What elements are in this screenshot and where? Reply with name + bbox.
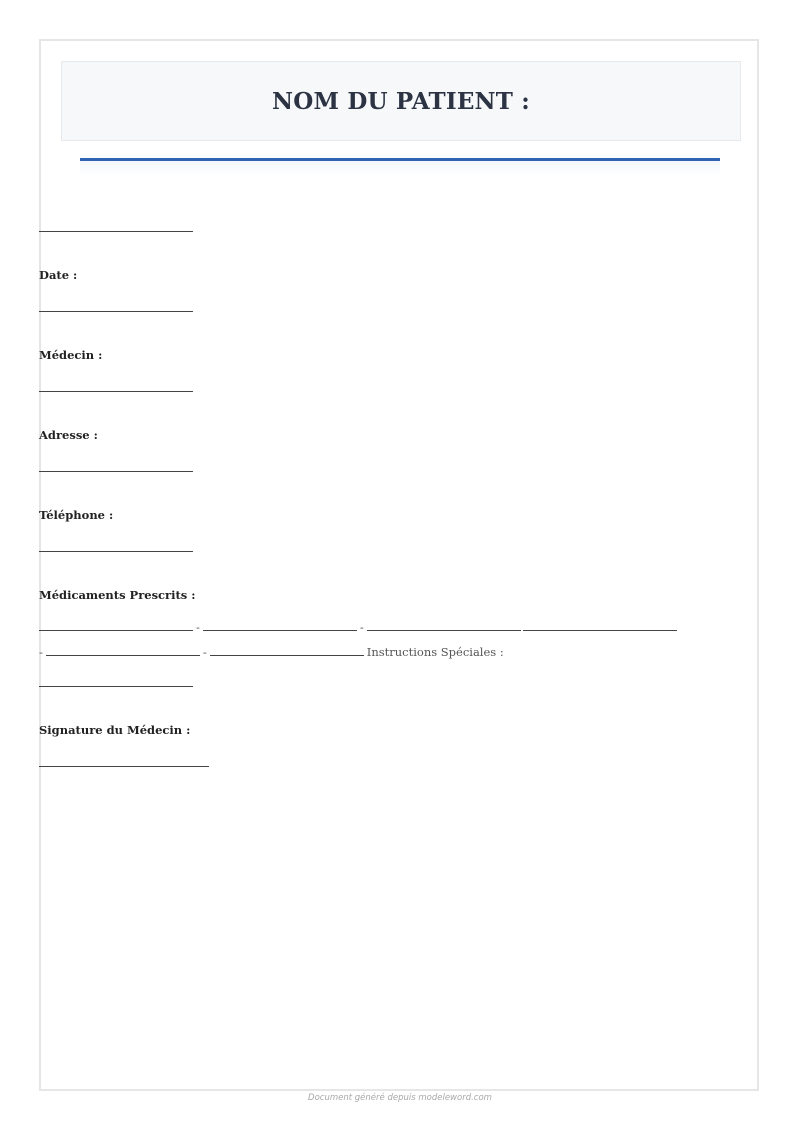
date-blank[interactable] xyxy=(39,311,193,312)
phone-label: Téléphone : xyxy=(39,508,114,522)
dash-separator: - xyxy=(359,620,364,634)
meds-label: Médicaments Prescrits : xyxy=(39,588,196,602)
address-blank[interactable] xyxy=(39,471,193,472)
doctor-blank[interactable] xyxy=(39,391,193,392)
meds-line-2 xyxy=(39,643,504,659)
document-page xyxy=(39,39,759,1091)
dash-separator: - xyxy=(39,645,43,659)
phone-blank[interactable] xyxy=(39,551,193,552)
special-instructions-blank[interactable] xyxy=(39,686,193,687)
med-blank-3[interactable] xyxy=(367,618,521,631)
meds-line-1 xyxy=(39,618,677,634)
accent-rule-shadow xyxy=(80,161,720,175)
header-box xyxy=(61,61,741,141)
med-blank-1[interactable] xyxy=(39,618,193,631)
med-blank-6[interactable] xyxy=(210,643,364,656)
dash-separator: - xyxy=(202,645,207,659)
med-blank-5[interactable] xyxy=(46,643,200,656)
dash-separator: - xyxy=(196,620,200,634)
footer-note: Document généré depuis modeleword.com xyxy=(308,1093,492,1103)
med-blank-4[interactable] xyxy=(523,618,677,631)
page-title: NOM DU PATIENT : xyxy=(272,87,530,115)
signature-blank[interactable] xyxy=(39,766,209,767)
patient-name-blank[interactable] xyxy=(39,231,193,232)
doctor-label: Médecin : xyxy=(39,348,103,362)
med-blank-2[interactable] xyxy=(203,618,357,631)
signature-label: Signature du Médecin : xyxy=(39,723,191,737)
date-label: Date : xyxy=(39,268,78,282)
address-label: Adresse : xyxy=(39,428,98,442)
special-instructions-label: Instructions Spéciales : xyxy=(366,645,504,659)
